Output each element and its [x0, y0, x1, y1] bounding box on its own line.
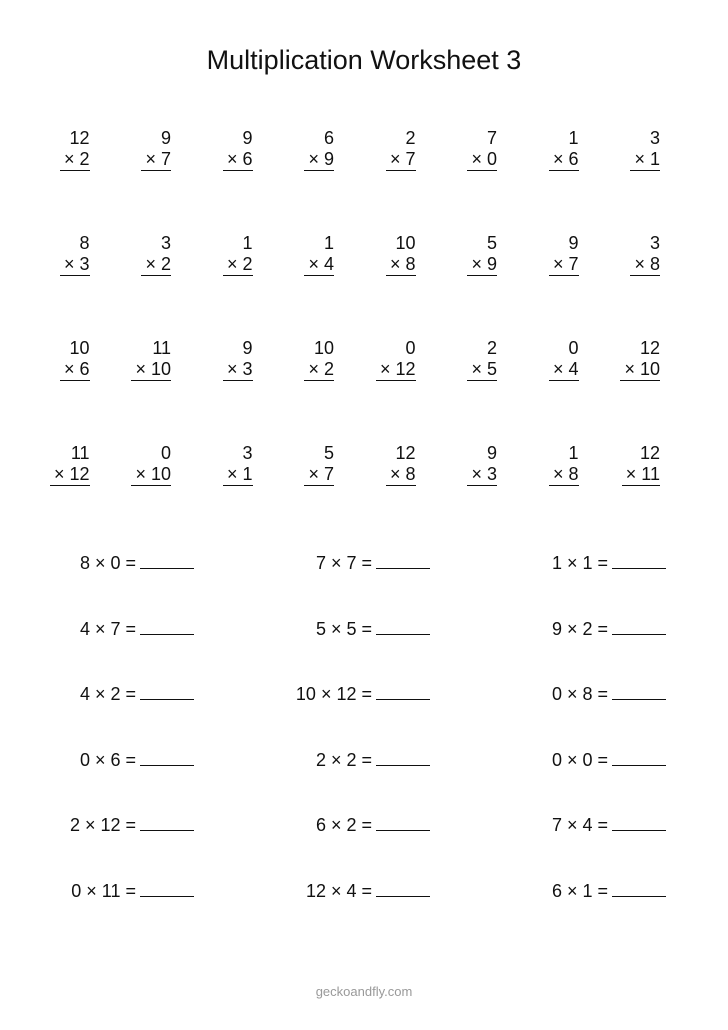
multiplier: × 2: [304, 359, 334, 381]
multiplier: × 7: [549, 254, 579, 276]
multiplier: × 7: [304, 464, 334, 486]
multiplicand: 5: [323, 443, 334, 463]
vertical-problem: [20, 233, 102, 338]
answer-blank[interactable]: [140, 540, 194, 569]
multiplicand: 10: [69, 338, 90, 358]
horizontal-problem: [80, 540, 194, 583]
horizontal-problem-row: [0, 540, 728, 606]
horizontal-problem: [80, 737, 194, 780]
multiplier: × 2: [60, 149, 90, 171]
equation-text: 10 × 12 =: [295, 684, 372, 704]
horizontal-problem: [316, 737, 430, 780]
answer-blank[interactable]: [612, 737, 666, 766]
equation-text: 0 × 0 =: [551, 749, 608, 770]
equation-text: 2 × 2 =: [315, 749, 372, 770]
horizontal-problem-row: [0, 671, 728, 737]
horizontal-problem-row: [0, 737, 728, 803]
multiplicand: 11: [70, 443, 90, 463]
vertical-problem: [183, 233, 265, 338]
multiplier: × 2: [141, 254, 171, 276]
multiplicand: 0: [405, 338, 416, 358]
answer-blank[interactable]: [376, 671, 430, 700]
multiplier: × 10: [131, 359, 171, 381]
equation-text: 6 × 1 =: [551, 880, 608, 901]
vertical-problem: [509, 443, 591, 548]
worksheet-title: Multiplication Worksheet 3: [206, 45, 522, 75]
multiplier: × 3: [223, 359, 253, 381]
answer-blank[interactable]: [140, 868, 194, 897]
vertical-problem: [265, 233, 347, 338]
vertical-problem: [509, 128, 591, 233]
vertical-problem: [20, 443, 102, 548]
equation-text: 7 × 4 =: [551, 815, 608, 835]
answer-blank[interactable]: [376, 802, 430, 831]
answer-blank[interactable]: [140, 606, 194, 635]
multiplier: × 7: [386, 149, 416, 171]
vertical-problem: [428, 338, 510, 443]
multiplicand: 1: [323, 233, 334, 253]
multiplier: × 10: [131, 464, 171, 486]
multiplier: × 9: [467, 254, 497, 276]
multiplier: × 1: [223, 464, 253, 486]
multiplicand: 10: [313, 338, 334, 358]
vertical-problem-row: [20, 338, 700, 443]
multiplier: × 2: [223, 254, 253, 276]
equation-text: 0 × 6 =: [79, 749, 136, 770]
multiplicand: 5: [486, 233, 497, 253]
equation-text: 1 × 1 =: [551, 553, 608, 573]
multiplier: × 9: [304, 149, 334, 171]
multiplier: × 8: [386, 254, 416, 276]
multiplicand: 2: [405, 128, 416, 148]
vertical-problem: [265, 338, 347, 443]
horizontal-problem: [306, 868, 430, 911]
vertical-problem-row: [20, 128, 700, 233]
multiplicand: 0: [568, 338, 579, 358]
vertical-problem: [265, 128, 347, 233]
horizontal-problem: [552, 868, 666, 911]
multiplicand: 6: [323, 128, 334, 148]
multiplicand: 3: [649, 233, 660, 253]
vertical-problem: [102, 128, 184, 233]
multiplier: × 4: [304, 254, 334, 276]
equation-text: 2 × 12 =: [69, 815, 136, 835]
equation-text: 12 × 4 =: [305, 880, 372, 901]
multiplicand: 12: [395, 443, 416, 463]
multiplier: × 6: [223, 149, 253, 171]
answer-blank[interactable]: [140, 671, 194, 700]
multiplier: × 1: [630, 149, 660, 171]
vertical-problem-row: [20, 233, 700, 338]
multiplier: × 8: [630, 254, 660, 276]
vertical-problem: [509, 233, 591, 338]
horizontal-problem: [552, 540, 666, 583]
answer-blank[interactable]: [612, 606, 666, 635]
vertical-problem: [102, 443, 184, 548]
vertical-problem: [20, 338, 102, 443]
horizontal-problem: [70, 802, 194, 845]
horizontal-problem: [552, 802, 666, 845]
vertical-problem: [346, 233, 428, 338]
multiplier: × 6: [549, 149, 579, 171]
vertical-problem-row: [20, 443, 700, 548]
horizontal-problem: [552, 606, 666, 649]
vertical-problem: [591, 338, 673, 443]
multiplicand: 8: [79, 233, 90, 253]
equation-text: 0 × 11 =: [71, 880, 136, 901]
multiplier: × 8: [386, 464, 416, 486]
vertical-problem: [346, 338, 428, 443]
multiplier: × 8: [549, 464, 579, 486]
vertical-problem: [428, 128, 510, 233]
multiplier: × 3: [60, 254, 90, 276]
vertical-problem: [346, 443, 428, 548]
vertical-problem: [102, 338, 184, 443]
horizontal-problem: [296, 671, 430, 714]
vertical-problem: [183, 338, 265, 443]
answer-blank[interactable]: [612, 671, 666, 700]
horizontal-problem-row: [0, 802, 728, 868]
answer-blank[interactable]: [612, 802, 666, 831]
multiplicand: 9: [242, 128, 253, 148]
horizontal-problem: [80, 671, 194, 714]
horizontal-problem: [316, 540, 430, 583]
multiplier: × 5: [467, 359, 497, 381]
equation-text: 8 × 0 =: [79, 553, 136, 573]
equation-text: 6 × 2 =: [315, 815, 372, 835]
horizontal-problem-row: [0, 606, 728, 672]
multiplier: × 12: [376, 359, 416, 381]
vertical-problems-grid: [20, 128, 700, 548]
horizontal-problem: [80, 606, 194, 649]
vertical-problem: [591, 128, 673, 233]
multiplier: × 12: [50, 464, 90, 486]
multiplicand: 9: [568, 233, 579, 253]
answer-blank[interactable]: [612, 540, 666, 569]
multiplicand: 1: [568, 443, 579, 463]
horizontal-problem: [316, 606, 430, 649]
multiplicand: 12: [69, 128, 90, 148]
multiplicand: 11: [152, 338, 171, 358]
equation-text: 4 × 2 =: [79, 684, 136, 704]
multiplicand: 10: [395, 233, 416, 253]
answer-blank[interactable]: [612, 868, 666, 897]
multiplier: × 6: [60, 359, 90, 381]
multiplicand: 1: [242, 233, 253, 253]
equation-text: 9 × 2 =: [551, 618, 608, 639]
answer-blank[interactable]: [140, 802, 194, 831]
horizontal-problem: [552, 737, 666, 780]
vertical-problem: [591, 233, 673, 338]
multiplicand: 9: [486, 443, 497, 463]
vertical-problem: [183, 128, 265, 233]
multiplicand: 2: [486, 338, 497, 358]
multiplier: × 3: [467, 464, 497, 486]
multiplicand: 0: [160, 443, 171, 463]
multiplier: × 0: [467, 149, 497, 171]
answer-blank[interactable]: [140, 737, 194, 766]
multiplicand: 1: [568, 128, 579, 148]
vertical-problem: [346, 128, 428, 233]
answer-blank[interactable]: [376, 540, 430, 569]
multiplicand: 3: [160, 233, 171, 253]
vertical-problem: [428, 233, 510, 338]
equation-text: 0 × 8 =: [551, 684, 608, 704]
multiplier: × 10: [620, 359, 660, 381]
multiplier: × 4: [549, 359, 579, 381]
horizontal-problem: [552, 671, 666, 714]
equation-text: 4 × 7 =: [79, 618, 136, 639]
vertical-problem: [428, 443, 510, 548]
answer-blank[interactable]: [376, 737, 430, 766]
equation-text: 5 × 5 =: [315, 618, 372, 639]
horizontal-problem: [71, 868, 194, 911]
vertical-problem: [183, 443, 265, 548]
multiplicand: 9: [160, 128, 171, 148]
multiplicand: 12: [639, 443, 660, 463]
answer-blank[interactable]: [376, 606, 430, 635]
equation-text: 7 × 7 =: [315, 553, 372, 573]
horizontal-problem-row: [0, 868, 728, 934]
vertical-problem: [20, 128, 102, 233]
multiplicand: 7: [486, 128, 497, 148]
vertical-problem: [102, 233, 184, 338]
multiplicand: 3: [649, 128, 660, 148]
multiplier: × 7: [141, 149, 171, 171]
footer-credit: geckoandfly.com: [315, 984, 413, 999]
horizontal-problem: [316, 802, 430, 845]
multiplier: × 11: [622, 464, 660, 486]
horizontal-problems-grid: [0, 540, 728, 933]
vertical-problem: [265, 443, 347, 548]
vertical-problem: [509, 338, 591, 443]
multiplicand: 12: [639, 338, 660, 358]
vertical-problem: [591, 443, 673, 548]
answer-blank[interactable]: [376, 868, 430, 897]
multiplicand: 3: [242, 443, 253, 463]
multiplicand: 9: [242, 338, 253, 358]
